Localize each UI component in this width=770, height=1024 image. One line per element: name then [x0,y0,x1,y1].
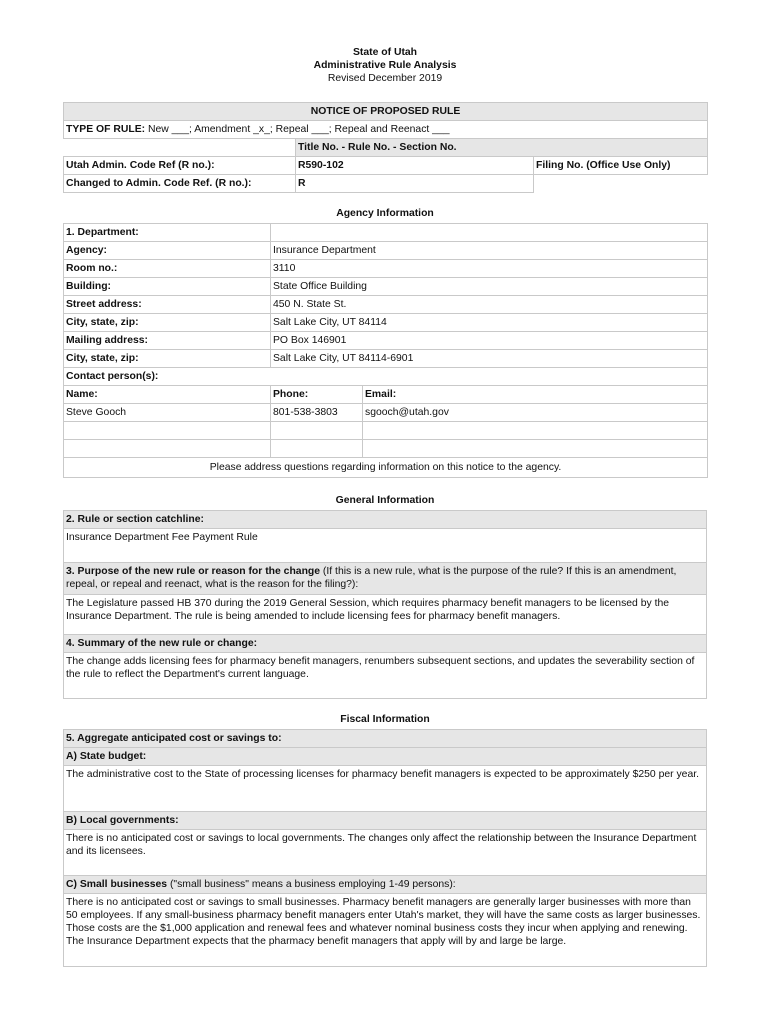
room-label: Room no.: [64,260,271,278]
local-governments-answer: There is no anticipated cost or savings to local governments. The changes only affect the relationship between the Insurance Department and its licensees. [64,830,707,876]
contact-name-header: Name: [64,386,271,404]
fiscal-table [63,729,707,967]
agency-value: Insurance Department [271,242,708,260]
catchline-label: 2. Rule or section catchline: [64,511,707,529]
notice-title: NOTICE OF PROPOSED RULE [64,103,708,121]
agency-section-title: Agency Information [336,208,434,219]
code-ref-value: R590-102 [296,157,534,175]
document-header [63,46,707,85]
local-governments-label: B) Local governments: [64,812,707,830]
general-section-title: General Information [335,495,435,506]
header-revised: Revised December 2019 [327,73,443,84]
city-state-zip-label: City, state, zip: [64,314,271,332]
fiscal-section-title: Fiscal Information [340,714,430,725]
street-address-value: 450 N. State St. [271,296,708,314]
mailing-city-state-zip-label: City, state, zip: [64,350,271,368]
building-value: State Office Building [271,278,708,296]
general-table [63,510,707,699]
header-title: Administrative Rule Analysis [313,60,457,71]
header-state: State of Utah [352,47,418,58]
mailing-city-state-zip-value: Salt Lake City, UT 84114-6901 [271,350,708,368]
department-label: 1. Department: [64,224,271,242]
purpose-label-bold: 3. Purpose of the new rule or reason for the change [66,566,321,577]
catchline-answer: Insurance Department Fee Payment Rule [64,529,707,563]
purpose-answer: The Legislature passed HB 370 during the 2019 General Session, which requires pharmacy benefit managers to be licensed by the Insurance Department. The rule is being amended to include licensing fees for pharmacy benefit managers. [64,595,707,635]
small-business-label-bold: C) Small businesses [66,879,168,890]
filing-no-label: Filing No. (Office Use Only) [534,157,708,175]
changed-ref-label: Changed to Admin. Code Ref. (R no.): [64,175,296,193]
contact-phone: 801-538-3803 [271,404,363,422]
small-business-label-rest: ("small business" means a business employing 1-49 persons): [167,879,456,890]
fiscal-section [63,713,707,967]
agency-section [63,207,707,478]
general-section [63,494,707,699]
title-rule-section-label: Title No. - Rule No. - Section No. [296,139,708,157]
notice-table [63,102,708,193]
type-of-rule-value: New ___; Amendment _x_; Repeal ___; Repeal and Reenact ___ [147,124,450,135]
notice-section [63,102,707,193]
contact-email-header: Email: [363,386,708,404]
purpose-label-rest: (If this is a new rule, what is the purpose of the rule? If this is an amendment, repeal, or repeal and reenact, what is the reason for the filing?): [66,566,677,590]
contact-phone-header: Phone: [271,386,363,404]
agency-label: Agency: [64,242,271,260]
state-budget-answer: The administrative cost to the State of processing licenses for pharmacy benefit managers is expected to be approximately $250 per year. [64,766,707,812]
mailing-address-label: Mailing address: [64,332,271,350]
small-business-answer: There is no anticipated cost or savings to small businesses. Pharmacy benefit managers are generally larger businesses with more than 50 employees. If any small-business pharmacy benefit managers enter Utah's market, they will have the same costs as larger businesses. Those costs are the $1,000 application and renewal fees and whatever nominal business costs they incur when applying and renewing. The Insurance Department expects that the pharmacy benefit managers that apply will by and large be large. [64,894,707,967]
mailing-address-value: PO Box 146901 [271,332,708,350]
state-budget-label: A) State budget: [64,748,707,766]
building-label: Building: [64,278,271,296]
agency-note: Please address questions regarding information on this notice to the agency. [64,458,708,478]
type-of-rule-label: TYPE OF RULE: [66,124,146,135]
code-ref-label: Utah Admin. Code Ref (R no.): [64,157,296,175]
changed-ref-value: R [296,175,534,193]
contact-email: sgooch@utah.gov [363,404,708,422]
contact-persons-label: Contact person(s): [64,368,708,386]
agency-table [63,223,708,478]
small-business-label [64,876,707,894]
street-address-label: Street address: [64,296,271,314]
aggregate-cost-label: 5. Aggregate anticipated cost or savings to: [64,730,707,748]
summary-label: 4. Summary of the new rule or change: [64,635,707,653]
city-state-zip-value: Salt Lake City, UT 84114 [271,314,708,332]
type-of-rule-row [64,121,708,139]
room-value: 3110 [271,260,708,278]
contact-name: Steve Gooch [64,404,271,422]
purpose-label [64,563,707,595]
summary-answer: The change adds licensing fees for pharmacy benefit managers, renumbers subsequent sections, and updates the severability section of the rule to reflect the Department's current language. [64,653,707,699]
